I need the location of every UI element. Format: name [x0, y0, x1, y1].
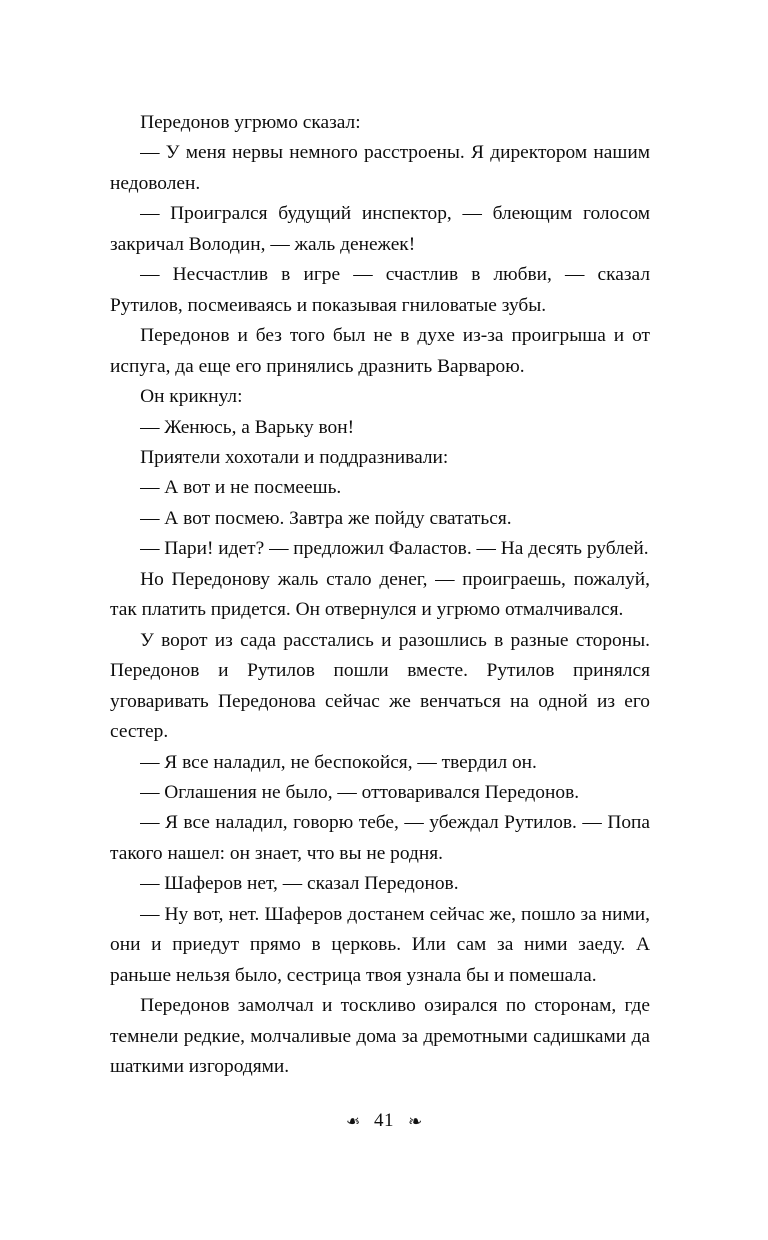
paragraph: — Я все наладил, говорю тебе, — убеждал Рутилов. — Попа такого нашел: он знает, что вы не родня. — [110, 812, 650, 864]
paragraph: — А вот посмею. Завтра же пойду свататься. — [140, 507, 512, 529]
paragraph: — Несчастлив в игре — счастлив в любви, — сказал Рутилов, посмеиваясь и показывая гниловатые зубы. — [110, 264, 650, 316]
paragraph: У ворот из сада расстались и разошлись в разные стороны. Передонов и Рутилов пошли вместе. Рутилов принялся уговаривать Передонова сейчас же венчаться на одной из его сестер. — [110, 629, 650, 743]
page-number: 41 — [374, 1110, 394, 1131]
paragraph: — Пари! идет? — предложил Фаластов. — На десять рублей. — [140, 538, 649, 560]
paragraph: Передонов замолчал и тоскливо озирался по сторонам, где темнели редкие, молчаливые дома за дремотными садишками да шаткими изгородями. — [110, 995, 650, 1078]
paragraph: Он крикнул: — [140, 386, 243, 408]
paragraph: — Проигрался будущий инспектор, — блеющим голосом закричал Володин, — жаль денежек! — [110, 203, 650, 255]
paragraph: — Оглашения не было, — оттоваривался Передонов. — [140, 781, 580, 803]
ornament-icon: ❧ — [345, 1111, 360, 1131]
ornament-icon: ❧ — [408, 1111, 423, 1131]
paragraph: Но Передонову жаль стало денег, — проиграешь, пожалуй, так платить придется. Он отвернулся и угрюмо отмалчивался. — [110, 568, 650, 621]
paragraph: — А вот и не посмеешь. — [140, 477, 342, 499]
page-footer — [0, 1110, 768, 1132]
paragraph: — Ну вот, нет. Шаферов достанем сейчас же, пошло за ними, они и приедут прямо в церковь. Или сам за ними заеду. А раньше нельзя было, сестрица твоя узнала бы и помешала. — [110, 903, 650, 986]
paragraph: — Женюсь, а Варьку вон! — [140, 416, 355, 438]
paragraph: — У меня нервы немного расстроены. Я директором нашим недоволен. — [110, 142, 650, 194]
paragraph: Передонов угрюмо сказал: — [140, 112, 361, 133]
page-body-text — [110, 108, 650, 1083]
paragraph: — Я все наладил, не беспокойся, — твердил он. — [140, 751, 537, 773]
paragraph: Передонов и без того был не в духе из-за проигрыша и от испуга, да еще его принялись дразнить Варварою. — [110, 325, 650, 377]
paragraph: — Шаферов нет, — сказал Передонов. — [140, 873, 459, 895]
paragraph: Приятели хохотали и поддразнивали: — [140, 446, 449, 468]
